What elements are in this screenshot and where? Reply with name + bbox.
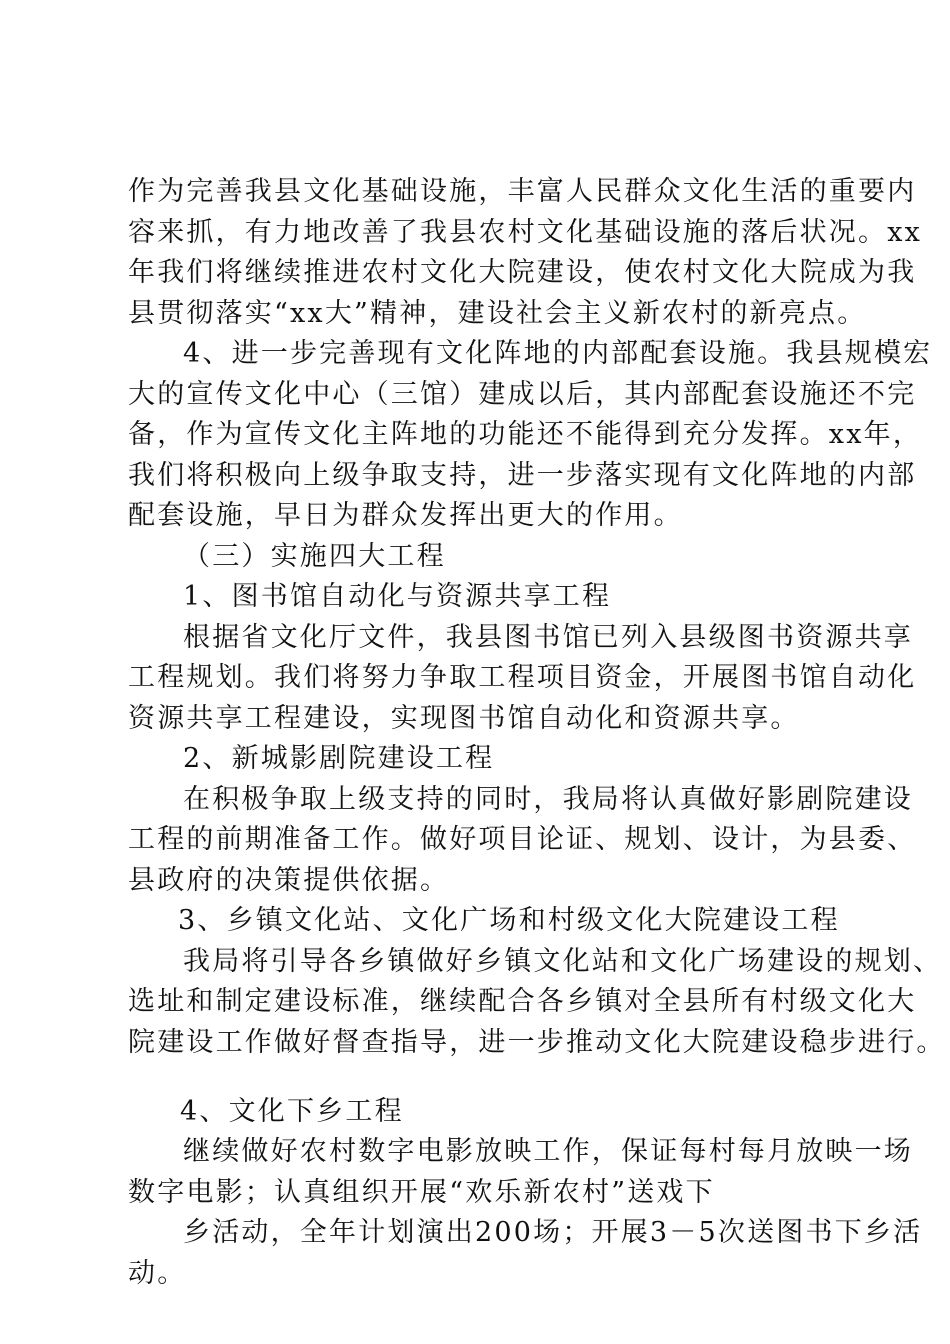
paragraph-line: 容来抓，有力地改善了我县农村文化基础设施的落后状况。xx: [128, 217, 923, 248]
subsection-heading: 3、乡镇文化站、文化广场和村级文化大院建设工程: [178, 905, 840, 936]
subsection-heading: 1、图书馆自动化与资源共享工程: [183, 581, 612, 612]
paragraph-line: 数字电影；认真组织开展“欢乐新农村”送戏下: [128, 1177, 715, 1208]
section-heading: （三）实施四大工程: [183, 541, 446, 572]
paragraph-line: 乡活动，全年计划演出200场；开展3－5次送图书下乡活: [183, 1217, 923, 1248]
paragraph-line: 作为完善我县文化基础设施，丰富人民群众文化生活的重要内: [128, 176, 917, 207]
subsection-heading: 2、新城影剧院建设工程: [183, 743, 495, 774]
paragraph-line: 根据省文化厅文件，我县图书馆已列入县级图书资源共享: [183, 622, 913, 653]
paragraph-line: 我们将积极向上级争取支持，进一步落实现有文化阵地的内部: [128, 460, 917, 491]
paragraph-line: 工程的前期准备工作。做好项目论证、规划、设计，为县委、: [128, 824, 917, 855]
paragraph-line: 我局将引导各乡镇做好乡镇文化站和文化广场建设的规划、: [183, 946, 943, 977]
paragraph-line: 继续做好农村数字电影放映工作，保证每村每月放映一场: [183, 1136, 913, 1167]
paragraph-line: 备，作为宣传文化主阵地的功能还不能得到充分发挥。xx年，: [128, 419, 923, 450]
paragraph-line: 工程规划。我们将努力争取工程项目资金，开展图书馆自动化: [128, 662, 917, 693]
paragraph-line: 选址和制定建设标准，继续配合各乡镇对全县所有村级文化大: [128, 986, 917, 1017]
paragraph-line: 配套设施，早日为群众发挥出更大的作用。: [128, 500, 683, 531]
paragraph-line: 大的宣传文化中心（三馆）建成以后，其内部配套设施还不完: [128, 379, 917, 410]
subsection-heading: 4、文化下乡工程: [180, 1096, 404, 1127]
paragraph-line: 县贯彻落实“xx大”精神，建设社会主义新农村的新亮点。: [128, 298, 867, 329]
paragraph-line: 年我们将继续推进农村文化大院建设，使农村文化大院成为我: [128, 257, 917, 288]
paragraph-line: 县政府的决策提供依据。: [128, 865, 450, 896]
paragraph-line: 动。: [128, 1258, 187, 1289]
paragraph-line: 4、进一步完善现有文化阵地的内部配套设施。我县规模宏: [183, 338, 933, 369]
paragraph-line: 院建设工作做好督查指导，进一步推动文化大院建设稳步进行。: [128, 1027, 946, 1058]
paragraph-line: 在积极争取上级支持的同时，我局将认真做好影剧院建设: [183, 784, 913, 815]
paragraph-line: 资源共享工程建设，实现图书馆自动化和资源共享。: [128, 703, 800, 734]
